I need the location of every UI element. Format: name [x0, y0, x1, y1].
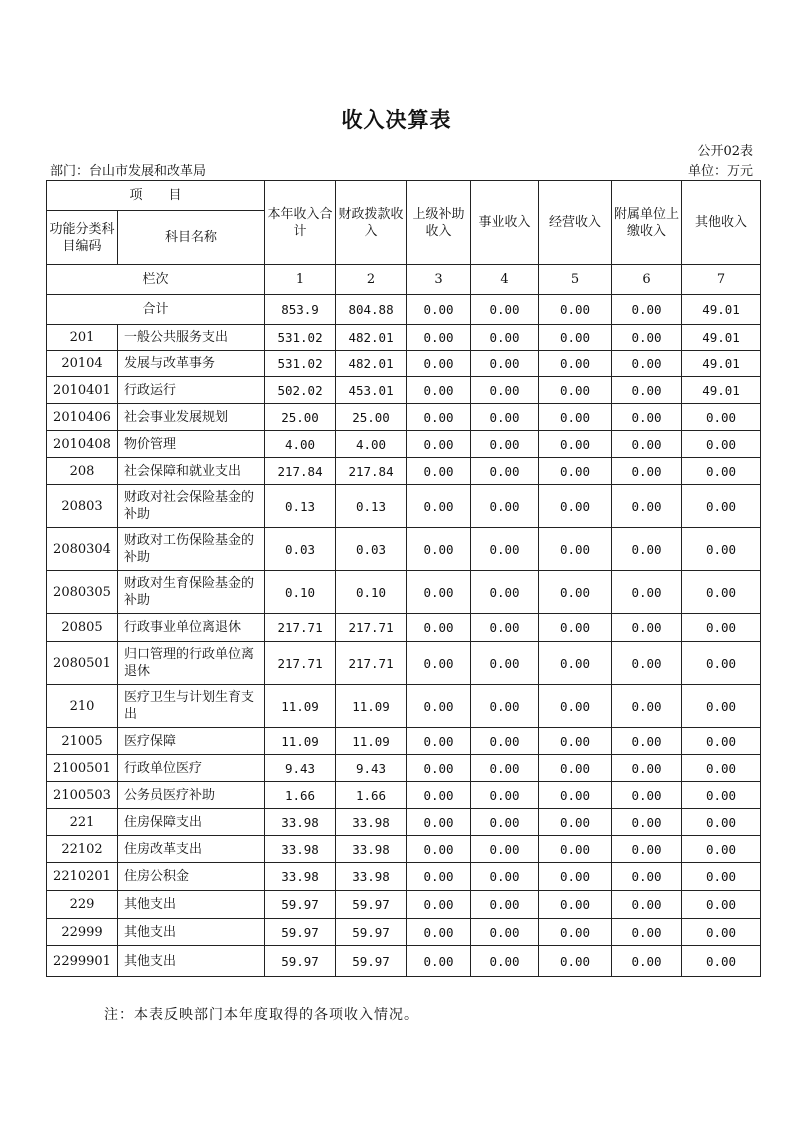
- value-cell: 33.98: [336, 863, 407, 891]
- value-cell: 0.00: [612, 755, 682, 782]
- value-cell: 0.00: [471, 863, 539, 891]
- row-number-cell: 7: [682, 265, 761, 295]
- value-cell: 0.00: [612, 571, 682, 614]
- value-cell: 49.01: [682, 325, 761, 351]
- value-cell: 4.00: [265, 431, 336, 458]
- value-cell: 0.00: [682, 891, 761, 919]
- value-cell: 0.00: [539, 528, 612, 571]
- subject-name-cell: 社会保障和就业支出: [118, 458, 265, 485]
- value-cell: 0.00: [682, 863, 761, 891]
- value-cell: 0.00: [682, 728, 761, 755]
- value-cell: 0.00: [407, 685, 471, 728]
- row-number-label: 栏次: [47, 265, 265, 295]
- value-cell: 0.00: [539, 946, 612, 977]
- value-cell: 11.09: [336, 685, 407, 728]
- value-cell: 33.98: [265, 836, 336, 863]
- value-cell: 25.00: [336, 404, 407, 431]
- value-cell: 33.98: [336, 809, 407, 836]
- value-cell: 0.00: [612, 685, 682, 728]
- value-cell: 0.00: [612, 642, 682, 685]
- subject-code-cell: 21005: [47, 728, 118, 755]
- value-cell: 59.97: [265, 919, 336, 946]
- row-number-cell: 5: [539, 265, 612, 295]
- value-cell: 0.00: [407, 863, 471, 891]
- value-cell: 0.00: [612, 836, 682, 863]
- subject-code-cell: 20805: [47, 614, 118, 642]
- value-cell: 0.00: [407, 404, 471, 431]
- subject-code-cell: 20104: [47, 351, 118, 377]
- value-cell: 0.00: [682, 685, 761, 728]
- income-table: [46, 180, 761, 977]
- value-cell: 11.09: [336, 728, 407, 755]
- value-cell: 0.00: [612, 891, 682, 919]
- value-cell: 0.00: [682, 642, 761, 685]
- table-row: [47, 946, 761, 977]
- value-cell: 0.00: [407, 351, 471, 377]
- value-cell: 0.00: [612, 614, 682, 642]
- value-cell: 0.00: [612, 377, 682, 404]
- header-row-1: [47, 181, 761, 211]
- table-row: [47, 755, 761, 782]
- value-cell: 0.10: [336, 571, 407, 614]
- table-row: [47, 325, 761, 351]
- subject-name-header: 科目名称: [118, 211, 265, 265]
- value-cell: 0.00: [407, 919, 471, 946]
- subject-name-cell: 其他支出: [118, 919, 265, 946]
- value-cell: 0.00: [539, 458, 612, 485]
- form-number: 公开02表: [697, 144, 753, 159]
- subject-name-cell: 社会事业发展规划: [118, 404, 265, 431]
- subject-name-cell: 其他支出: [118, 946, 265, 977]
- table-row: [47, 642, 761, 685]
- value-cell: 0.00: [471, 755, 539, 782]
- table-row: [47, 351, 761, 377]
- value-cell: 0.00: [471, 782, 539, 809]
- value-cell: 0.00: [612, 351, 682, 377]
- value-cell: 0.00: [682, 458, 761, 485]
- value-cell: 25.00: [265, 404, 336, 431]
- value-cell: 502.02: [265, 377, 336, 404]
- value-cell: 0.00: [471, 891, 539, 919]
- value-cell: 0.00: [471, 485, 539, 528]
- subject-code-cell: 2010406: [47, 404, 118, 431]
- subject-code-cell: 2100503: [47, 782, 118, 809]
- total-value: 49.01: [682, 295, 761, 325]
- column-header: 上级补助收入: [407, 181, 471, 265]
- value-cell: 0.00: [471, 809, 539, 836]
- value-cell: 0.00: [539, 485, 612, 528]
- value-cell: 0.00: [471, 919, 539, 946]
- value-cell: 0.03: [336, 528, 407, 571]
- total-value: 0.00: [539, 295, 612, 325]
- value-cell: 0.00: [407, 836, 471, 863]
- value-cell: 0.00: [682, 614, 761, 642]
- value-cell: 531.02: [265, 325, 336, 351]
- value-cell: 0.00: [539, 325, 612, 351]
- value-cell: 217.71: [265, 642, 336, 685]
- code-header: 功能分类科目编码: [47, 211, 118, 265]
- subject-code-cell: 2080305: [47, 571, 118, 614]
- row-number-cell: 2: [336, 265, 407, 295]
- value-cell: 59.97: [265, 946, 336, 977]
- table-row: [47, 431, 761, 458]
- value-cell: 0.00: [612, 728, 682, 755]
- table-row: [47, 863, 761, 891]
- value-cell: 0.00: [682, 571, 761, 614]
- table-row: [47, 728, 761, 755]
- value-cell: 0.00: [539, 431, 612, 458]
- value-cell: 0.00: [612, 404, 682, 431]
- project-header: 项 目: [47, 181, 265, 211]
- value-cell: 0.00: [407, 728, 471, 755]
- subject-code-cell: 2210201: [47, 863, 118, 891]
- row-number-row: [47, 265, 761, 295]
- value-cell: 0.00: [471, 571, 539, 614]
- value-cell: 0.00: [539, 377, 612, 404]
- value-cell: 0.00: [471, 642, 539, 685]
- value-cell: 0.00: [612, 863, 682, 891]
- value-cell: 0.00: [471, 528, 539, 571]
- table-row: [47, 571, 761, 614]
- subject-name-cell: 财政对生育保险基金的补助: [118, 571, 265, 614]
- subject-code-cell: 229: [47, 891, 118, 919]
- subject-name-cell: 住房公积金: [118, 863, 265, 891]
- subject-name-cell: 财政对工伤保险基金的补助: [118, 528, 265, 571]
- value-cell: 217.71: [265, 614, 336, 642]
- subject-code-cell: 22999: [47, 919, 118, 946]
- subject-code-cell: 2010401: [47, 377, 118, 404]
- value-cell: 0.00: [682, 755, 761, 782]
- total-value: 0.00: [471, 295, 539, 325]
- subject-name-cell: 行政单位医疗: [118, 755, 265, 782]
- value-cell: 0.00: [612, 458, 682, 485]
- value-cell: 0.00: [539, 351, 612, 377]
- total-value: 0.00: [612, 295, 682, 325]
- table-row: [47, 458, 761, 485]
- value-cell: 482.01: [336, 351, 407, 377]
- value-cell: 217.71: [336, 642, 407, 685]
- value-cell: 0.00: [682, 782, 761, 809]
- subject-code-cell: 20803: [47, 485, 118, 528]
- total-value: 0.00: [407, 295, 471, 325]
- table-row: [47, 891, 761, 919]
- subject-name-cell: 医疗保障: [118, 728, 265, 755]
- value-cell: 0.00: [407, 485, 471, 528]
- table-row: [47, 809, 761, 836]
- value-cell: 0.00: [471, 325, 539, 351]
- value-cell: 0.00: [539, 782, 612, 809]
- table-row: [47, 685, 761, 728]
- subject-name-cell: 财政对社会保险基金的补助: [118, 485, 265, 528]
- column-header: 经营收入: [539, 181, 612, 265]
- subject-name-cell: 归口管理的行政单位离退休: [118, 642, 265, 685]
- total-row: [47, 295, 761, 325]
- table-row: [47, 919, 761, 946]
- value-cell: 0.00: [471, 614, 539, 642]
- value-cell: 0.00: [407, 809, 471, 836]
- value-cell: 0.00: [471, 377, 539, 404]
- value-cell: 0.00: [407, 325, 471, 351]
- value-cell: 0.00: [612, 528, 682, 571]
- value-cell: 0.00: [407, 755, 471, 782]
- value-cell: 0.00: [539, 404, 612, 431]
- subject-name-cell: 行政事业单位离退休: [118, 614, 265, 642]
- value-cell: 0.00: [407, 431, 471, 458]
- column-header: 事业收入: [471, 181, 539, 265]
- value-cell: 482.01: [336, 325, 407, 351]
- subject-code-cell: 221: [47, 809, 118, 836]
- table-note: 注：本表反映部门本年度取得的各项收入情况。: [104, 1007, 419, 1023]
- total-label: 合计: [47, 295, 265, 325]
- value-cell: 9.43: [336, 755, 407, 782]
- value-cell: 0.00: [682, 809, 761, 836]
- table-row: [47, 404, 761, 431]
- table-row: [47, 377, 761, 404]
- value-cell: 0.00: [682, 528, 761, 571]
- column-header: 本年收入合计: [265, 181, 336, 265]
- value-cell: 0.13: [336, 485, 407, 528]
- column-header: 财政拨款收入: [336, 181, 407, 265]
- subject-name-cell: 行政运行: [118, 377, 265, 404]
- value-cell: 0.00: [471, 351, 539, 377]
- column-header: 附属单位上缴收入: [612, 181, 682, 265]
- value-cell: 33.98: [265, 863, 336, 891]
- value-cell: 0.00: [407, 528, 471, 571]
- value-cell: 1.66: [336, 782, 407, 809]
- value-cell: 0.00: [539, 809, 612, 836]
- value-cell: 0.00: [407, 642, 471, 685]
- value-cell: 0.00: [539, 919, 612, 946]
- subject-name-cell: 住房保障支出: [118, 809, 265, 836]
- value-cell: 11.09: [265, 728, 336, 755]
- subject-code-cell: 2010408: [47, 431, 118, 458]
- subject-code-cell: 2080304: [47, 528, 118, 571]
- subject-name-cell: 一般公共服务支出: [118, 325, 265, 351]
- total-value: 853.9: [265, 295, 336, 325]
- value-cell: 0.00: [407, 377, 471, 404]
- value-cell: 0.00: [539, 642, 612, 685]
- row-number-cell: 1: [265, 265, 336, 295]
- value-cell: 0.00: [471, 431, 539, 458]
- row-number-cell: 4: [471, 265, 539, 295]
- department-label: 部门：台山市发展和改革局: [50, 164, 207, 179]
- value-cell: 0.00: [471, 458, 539, 485]
- table-row: [47, 782, 761, 809]
- value-cell: 0.00: [471, 728, 539, 755]
- subject-name-cell: 公务员医疗补助: [118, 782, 265, 809]
- column-header: 其他收入: [682, 181, 761, 265]
- subject-code-cell: 210: [47, 685, 118, 728]
- value-cell: 0.00: [539, 891, 612, 919]
- value-cell: 0.00: [407, 571, 471, 614]
- value-cell: 9.43: [265, 755, 336, 782]
- page-title: 收入决算表: [341, 107, 452, 132]
- value-cell: 59.97: [336, 946, 407, 977]
- subject-code-cell: 208: [47, 458, 118, 485]
- value-cell: 0.00: [682, 836, 761, 863]
- value-cell: 0.00: [682, 485, 761, 528]
- value-cell: 11.09: [265, 685, 336, 728]
- value-cell: 0.00: [407, 458, 471, 485]
- subject-name-cell: 发展与改革事务: [118, 351, 265, 377]
- value-cell: 0.00: [407, 614, 471, 642]
- value-cell: 0.00: [682, 946, 761, 977]
- value-cell: 0.00: [539, 863, 612, 891]
- value-cell: 0.13: [265, 485, 336, 528]
- value-cell: 4.00: [336, 431, 407, 458]
- value-cell: 0.00: [471, 404, 539, 431]
- value-cell: 0.00: [539, 685, 612, 728]
- value-cell: 33.98: [265, 809, 336, 836]
- value-cell: 59.97: [336, 891, 407, 919]
- subject-code-cell: 2100501: [47, 755, 118, 782]
- value-cell: 33.98: [336, 836, 407, 863]
- table-row: [47, 485, 761, 528]
- value-cell: 0.03: [265, 528, 336, 571]
- subject-name-cell: 住房改革支出: [118, 836, 265, 863]
- value-cell: 59.97: [265, 891, 336, 919]
- table-row: [47, 528, 761, 571]
- value-cell: 59.97: [336, 919, 407, 946]
- table-row: [47, 614, 761, 642]
- row-number-cell: 6: [612, 265, 682, 295]
- value-cell: 0.00: [539, 755, 612, 782]
- value-cell: 0.00: [682, 404, 761, 431]
- value-cell: 0.00: [682, 431, 761, 458]
- value-cell: 0.00: [612, 809, 682, 836]
- value-cell: 0.00: [539, 728, 612, 755]
- value-cell: 0.00: [407, 946, 471, 977]
- value-cell: 0.00: [539, 614, 612, 642]
- total-value: 804.88: [336, 295, 407, 325]
- subject-code-cell: 2299901: [47, 946, 118, 977]
- value-cell: 531.02: [265, 351, 336, 377]
- subject-name-cell: 医疗卫生与计划生育支出: [118, 685, 265, 728]
- value-cell: 217.84: [336, 458, 407, 485]
- value-cell: 0.00: [612, 325, 682, 351]
- subject-code-cell: 201: [47, 325, 118, 351]
- value-cell: 0.00: [471, 946, 539, 977]
- value-cell: 0.00: [407, 891, 471, 919]
- value-cell: 0.00: [539, 571, 612, 614]
- value-cell: 0.00: [471, 836, 539, 863]
- value-cell: 217.84: [265, 458, 336, 485]
- value-cell: 0.00: [407, 782, 471, 809]
- value-cell: 0.00: [612, 485, 682, 528]
- table-row: [47, 836, 761, 863]
- subject-code-cell: 2080501: [47, 642, 118, 685]
- value-cell: 0.00: [612, 919, 682, 946]
- value-cell: 0.00: [539, 836, 612, 863]
- value-cell: 49.01: [682, 377, 761, 404]
- value-cell: 0.00: [612, 946, 682, 977]
- value-cell: 453.01: [336, 377, 407, 404]
- value-cell: 0.00: [471, 685, 539, 728]
- row-number-cell: 3: [407, 265, 471, 295]
- unit-label: 单位：万元: [687, 164, 753, 179]
- subject-name-cell: 物价管理: [118, 431, 265, 458]
- value-cell: 0.00: [612, 431, 682, 458]
- value-cell: 49.01: [682, 351, 761, 377]
- value-cell: 0.10: [265, 571, 336, 614]
- value-cell: 0.00: [612, 782, 682, 809]
- value-cell: 217.71: [336, 614, 407, 642]
- subject-name-cell: 其他支出: [118, 891, 265, 919]
- value-cell: 1.66: [265, 782, 336, 809]
- subject-code-cell: 22102: [47, 836, 118, 863]
- value-cell: 0.00: [682, 919, 761, 946]
